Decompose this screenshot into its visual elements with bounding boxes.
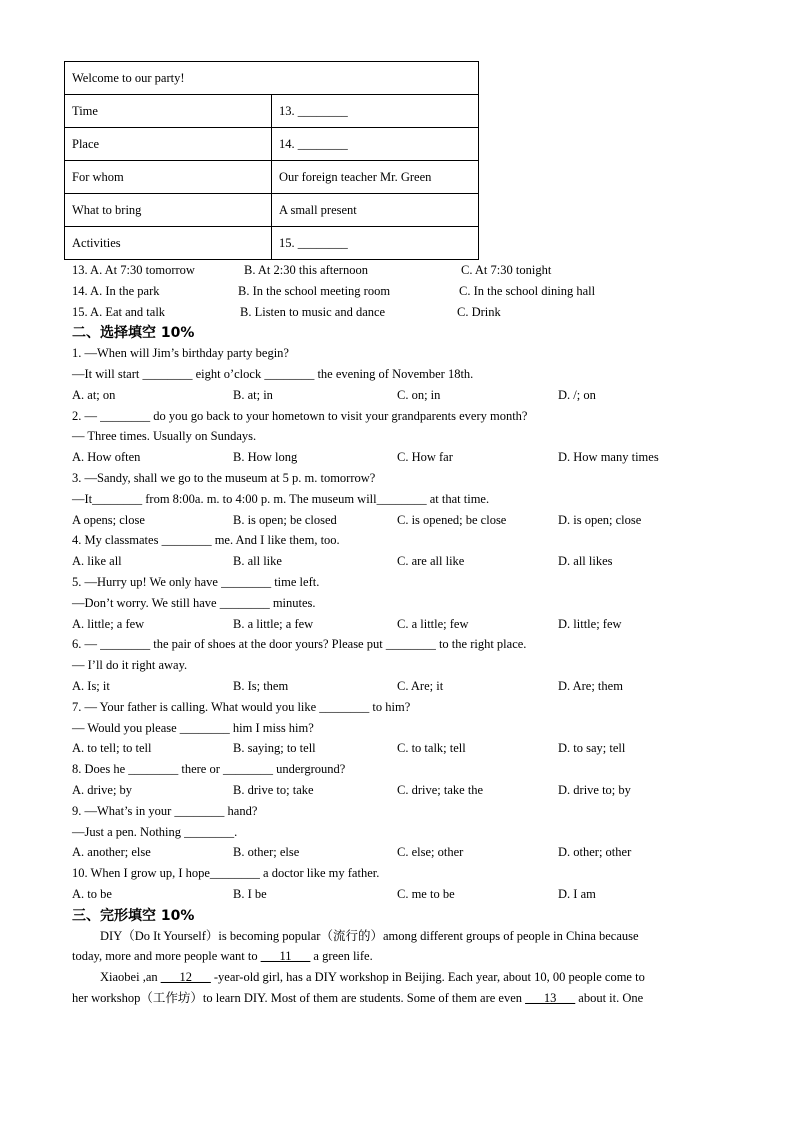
option-c: C. to talk; tell [397,741,466,755]
option-a: 15. A. Eat and talk [72,305,166,319]
passage-line: DIY（Do It Yourself）is becoming popular（流行的）among different groups of people in China because [100,929,639,943]
option-b: B. I be [233,887,267,901]
option-b: B. is open; be closed [233,513,337,527]
table-value: 15. ________ [272,227,479,260]
table-label: For whom [65,161,272,194]
question-text: 9. —What’s in your ________ hand? [72,804,258,818]
question-text: — Would you please ________ him I miss him? [72,721,314,735]
question-text: 10. When I grow up, I hope________ a doctor like my father. [72,866,380,880]
option-d: D. other; other [558,845,632,859]
table-row [65,128,479,161]
passage-line [100,968,740,986]
option-d: D. I am [558,887,596,901]
option-a: A. to tell; to tell [72,741,152,755]
option-a: A. to be [72,887,112,901]
option-d: D. Are; them [558,679,623,693]
table-label: Time [65,95,272,128]
option-a: 14. A. In the park [72,284,160,298]
passage-text: her workshop（工作坊）to learn DIY. Most of them are students. Some of them are even [72,991,526,1005]
option-b: B. Listen to music and dance [240,305,386,319]
table-value: 14. ________ [272,128,479,161]
option-d: D. How many times [558,450,659,464]
passage-text: Xiaobei ,an [100,970,161,984]
question-text: 8. Does he ________ there or ________ underground? [72,762,346,776]
option-a: A. little; a few [72,617,145,631]
table-title-row [65,62,479,95]
table-value: A small present [272,194,479,227]
option-c: C. is opened; be close [397,513,507,527]
question-text: 2. — ________ do you go back to your hometown to visit your grandparents every month? [72,409,528,423]
option-a: A. How often [72,450,141,464]
table-row [65,194,479,227]
option-c: C. In the school dining hall [459,284,596,298]
question-text: 5. —Hurry up! We only have ________ time left. [72,575,320,589]
option-c: C. on; in [397,388,441,402]
table-title: Welcome to our party! [65,62,479,95]
passage-text: a green life. [310,949,373,963]
option-a: A. at; on [72,388,116,402]
option-a: A. drive; by [72,783,133,797]
blank-13: ___13___ [525,991,576,1005]
option-b: B. at; in [233,388,273,402]
option-b: B. all like [233,554,282,568]
passage-line [72,947,712,965]
table-label: Activities [65,227,272,260]
option-d: D. to say; tell [558,741,626,755]
option-c: C. Drink [457,305,501,319]
question-text: 6. — ________ the pair of shoes at the door yours? Please put ________ to the right place. [72,637,527,651]
option-a: A. another; else [72,845,151,859]
question-text: —It will start ________ eight o’clock ________ the evening of November 18th. [72,367,474,381]
table-label: Place [65,128,272,161]
table-row [65,95,479,128]
question-text: 7. — Your father is calling. What would you like ________ to him? [72,700,411,714]
question-text: — I’ll do it right away. [72,658,188,672]
passage-text: -year-old girl, has a DIY workshop in Beijing. Each year, about 10, 00 people come to [210,970,645,984]
blank-12: ___12___ [160,970,211,984]
option-a: 13. A. At 7:30 tomorrow [72,263,195,277]
option-b: B. other; else [233,845,300,859]
option-d: D. drive to; by [558,783,631,797]
option-a: A. Is; it [72,679,110,693]
option-b: B. In the school meeting room [238,284,391,298]
question-text: —Don’t worry. We still have ________ minutes. [72,596,316,610]
option-a: A opens; close [72,513,145,527]
option-d: D. little; few [558,617,622,631]
option-c: C. Are; it [397,679,444,693]
option-b: B. a little; a few [233,617,314,631]
question-text: 3. —Sandy, shall we go to the museum at 5 p. m. tomorrow? [72,471,376,485]
table-value: Our foreign teacher Mr. Green [272,161,479,194]
question-text: 1. —When will Jim’s birthday party begin? [72,346,289,360]
blank-11: ___11___ [260,949,311,963]
option-c: C. How far [397,450,453,464]
table-row [65,161,479,194]
question-text: —Just a pen. Nothing ________. [72,825,238,839]
passage-text: today, more and more people want to [72,949,261,963]
option-c: C. drive; take the [397,783,484,797]
party-info-table [64,61,479,260]
option-c: C. else; other [397,845,464,859]
section-2-title: 二、选择填空 10% [72,325,195,341]
option-b: B. Is; them [233,679,289,693]
section-3-title: 三、完形填空 10% [72,908,195,924]
option-a: A. like all [72,554,122,568]
table-value: 13. ________ [272,95,479,128]
passage-text: about it. One [575,991,644,1005]
option-b: B. How long [233,450,298,464]
question-text: — Three times. Usually on Sundays. [72,429,257,443]
option-d: D. is open; close [558,513,642,527]
table-row [65,227,479,260]
option-c: C. At 7:30 tonight [461,263,552,277]
option-d: D. all likes [558,554,613,568]
option-d: D. /; on [558,388,596,402]
option-b: B. drive to; take [233,783,314,797]
passage-line [72,989,712,1007]
option-c: C. are all like [397,554,465,568]
option-c: C. a little; few [397,617,469,631]
question-text: —It________ from 8:00a. m. to 4:00 p. m. The museum will________ at that time. [72,492,490,506]
question-text: 4. My classmates ________ me. And I like them, too. [72,533,340,547]
option-b: B. saying; to tell [233,741,316,755]
option-c: C. me to be [397,887,455,901]
table-label: What to bring [65,194,272,227]
option-b: B. At 2:30 this afternoon [244,263,368,277]
